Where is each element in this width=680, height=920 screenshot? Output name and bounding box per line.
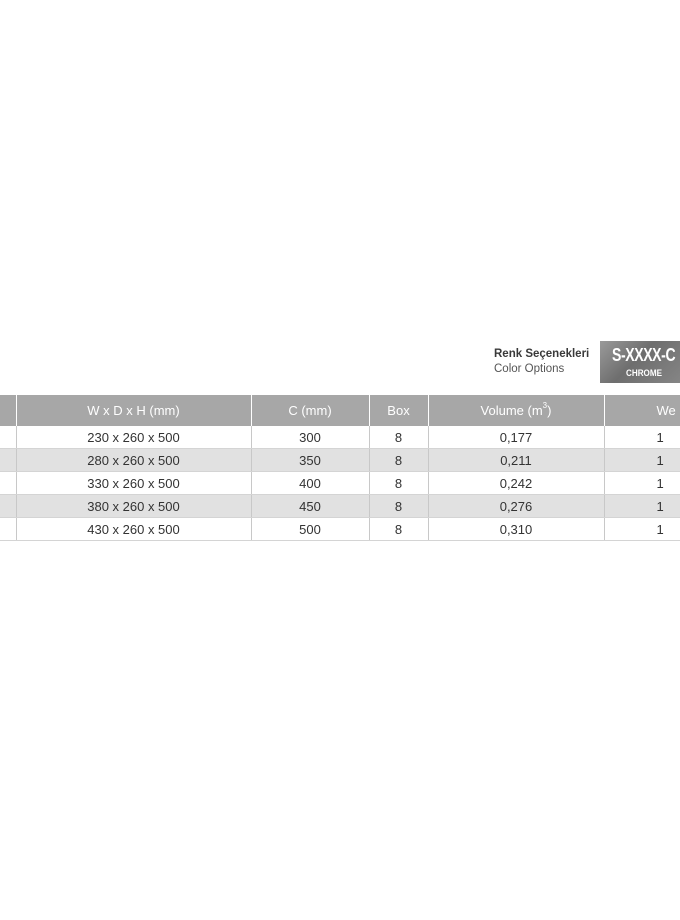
cell-volume: 0,276	[428, 495, 604, 518]
color-options-title-en: Color Options	[494, 363, 565, 375]
header-code	[0, 395, 16, 426]
cell-dimensions: 330 x 260 x 500	[16, 472, 251, 495]
cell-volume: 0,310	[428, 518, 604, 541]
header-dimensions: W x D x H (mm)	[16, 395, 251, 426]
cell-weight: 1	[604, 449, 680, 472]
cell-c: 500	[251, 518, 369, 541]
cell-c: 300	[251, 426, 369, 449]
cell-volume: 0,242	[428, 472, 604, 495]
cell-code	[0, 495, 16, 518]
table-row	[0, 518, 680, 541]
cell-c: 350	[251, 449, 369, 472]
swatch-code: S-XXXX-C	[612, 345, 676, 365]
cell-volume: 0,211	[428, 449, 604, 472]
chrome-swatch	[600, 341, 680, 383]
cell-dimensions: 280 x 260 x 500	[16, 449, 251, 472]
spec-table	[0, 395, 680, 541]
cell-c: 450	[251, 495, 369, 518]
header-volume-sup: 3	[542, 401, 548, 410]
cell-code	[0, 426, 16, 449]
header-weight: We	[604, 395, 680, 426]
color-options-label	[494, 347, 604, 377]
cell-code	[0, 449, 16, 472]
cell-c: 400	[251, 472, 369, 495]
cell-code	[0, 472, 16, 495]
swatch-finish: CHROME	[626, 368, 662, 378]
cell-weight: 1	[604, 518, 680, 541]
cell-box: 8	[369, 472, 428, 495]
header-box: Box	[369, 395, 428, 426]
cell-dimensions: 230 x 260 x 500	[16, 426, 251, 449]
cell-box: 8	[369, 426, 428, 449]
header-volume-text: Volume (m	[480, 403, 543, 418]
cell-box: 8	[369, 518, 428, 541]
cell-volume: 0,177	[428, 426, 604, 449]
table-row	[0, 426, 680, 449]
table-row	[0, 472, 680, 495]
table-row	[0, 449, 680, 472]
cell-box: 8	[369, 449, 428, 472]
cell-box: 8	[369, 495, 428, 518]
table-header-row	[0, 395, 680, 426]
header-c: C (mm)	[251, 395, 369, 426]
cell-weight: 1	[604, 472, 680, 495]
table-row	[0, 495, 680, 518]
cell-weight: 1	[604, 426, 680, 449]
cell-dimensions: 430 x 260 x 500	[16, 518, 251, 541]
header-volume-close: )	[547, 403, 552, 418]
cell-dimensions: 380 x 260 x 500	[16, 495, 251, 518]
color-options-title-tr: Renk Seçenekleri	[494, 348, 590, 360]
header-volume	[428, 395, 604, 426]
cell-weight: 1	[604, 495, 680, 518]
cell-code	[0, 518, 16, 541]
